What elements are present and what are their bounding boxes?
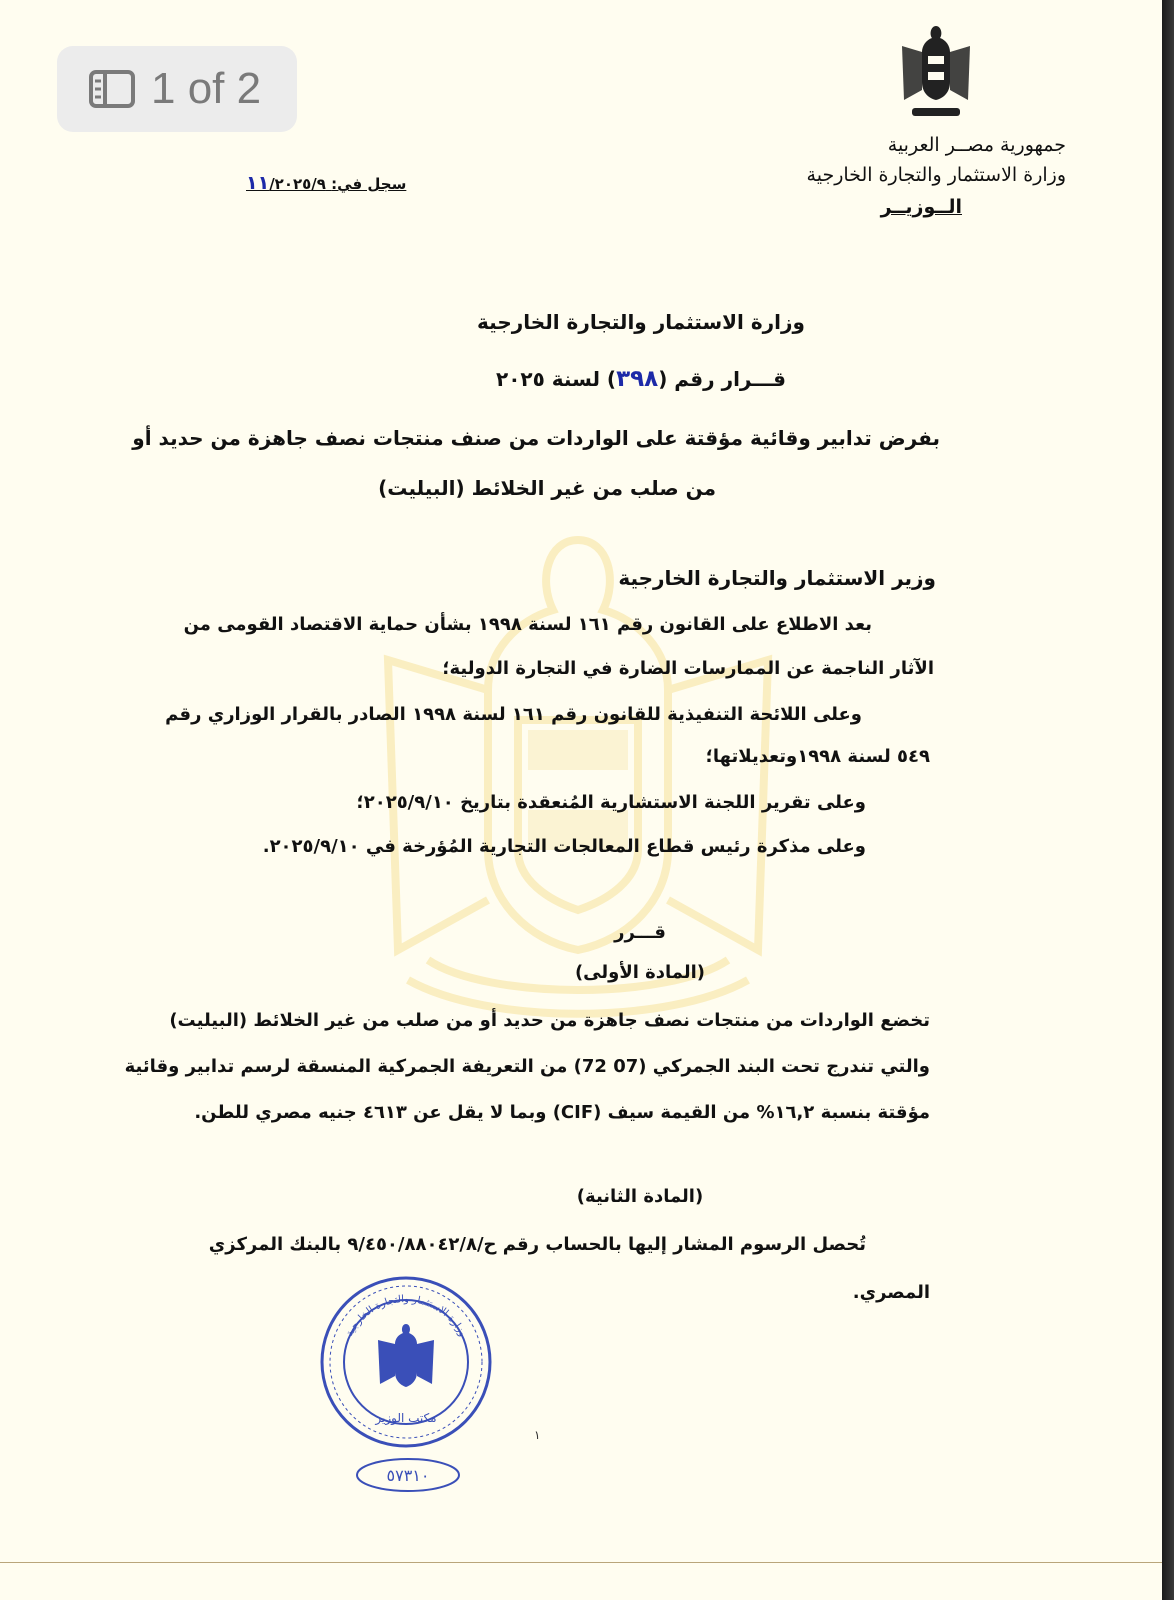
- minister-office: الــوزيــر: [880, 196, 962, 218]
- stamp-bottom-text: مكتب الوزير: [375, 1411, 437, 1425]
- decided-heading: قـــرر: [614, 922, 666, 943]
- registration-label: سجل في:: [331, 175, 407, 193]
- window-edge: [1162, 0, 1174, 1600]
- subject-line-1: بفرض تدابير وقائية مؤقتة على الواردات من صنف منتجات نصف جاهزة من حديد أو: [132, 426, 940, 450]
- ministry-stamp: [316, 1272, 496, 1452]
- minister-heading: وزير الاستثمار والتجارة الخارجية: [618, 566, 936, 590]
- article-2-line: المصري.: [852, 1282, 930, 1303]
- preamble-line: وعلى تقرير اللجنة الاستشارية المُنعقدة بتاريخ ٢٠٢٥/٩/١٠؛: [356, 792, 866, 813]
- article-1-heading: (المادة الأولى): [574, 962, 706, 983]
- ministry-name: وزارة الاستثمار والتجارة الخارجية: [806, 164, 1066, 186]
- preamble-line: بعد الاطلاع على القانون رقم ١٦١ لسنة ١٩٩٨ بشأن حماية الاقتصاد القومى من: [183, 614, 872, 635]
- article-1-line: والتي تندرج تحت البند الجمركي (07 72) من التعريفة الجمركية المنسقة لرسم تدابير وقائية: [124, 1056, 930, 1077]
- registration-date: [246, 172, 406, 194]
- article-1-line: مؤقتة بنسبة ١٦,٢% من القيمة سيف (CIF) وبما لا يقل عن ٤٦١٣ جنيه مصري للطن.: [194, 1102, 930, 1123]
- subject-line-2: من صلب من غير الخلائط (البيليت): [378, 476, 716, 500]
- article-2-heading: (المادة الثانية): [576, 1186, 704, 1207]
- stamp-serial: [354, 1456, 462, 1494]
- country-name: جمهورية مصــر العربية: [887, 134, 1066, 156]
- eagle-crest-icon: [898, 22, 974, 128]
- eagle-watermark-icon: [368, 520, 788, 1020]
- article-2-line: تُحصل الرسوم المشار إليها بالحساب رقم ح/٩/٤٥٠/٨٨٠٤٢/٨ بالبنك المركزي: [208, 1234, 866, 1255]
- article-1-line: تخضع الواردات من منتجات نصف جاهزة من حديد أو من صلب من غير الخلائط (البيليت): [169, 1010, 930, 1031]
- page-indicator[interactable]: [57, 46, 297, 132]
- footer-divider: [0, 1562, 1162, 1563]
- registration-day: ١١: [246, 172, 270, 194]
- preamble-line: ٥٤٩ لسنة ١٩٩٨وتعديلاتها؛: [705, 746, 930, 767]
- preamble-line: وعلى اللائحة التنفيذية للقانون رقم ١٦١ لسنة ١٩٩٨ الصادر بالقرار الوزاري رقم: [165, 704, 862, 725]
- decree-suffix: ) لسنة ٢٠٢٥: [496, 367, 617, 391]
- decree-prefix: قـــرار رقم (: [658, 367, 786, 391]
- preamble-line: وعلى مذكرة رئيس قطاع المعالجات التجارية المُؤرخة في ٢٠٢٥/٩/١٠.: [262, 836, 866, 857]
- page-number: ١: [534, 1428, 541, 1442]
- document-ministry-title: وزارة الاستثمار والتجارة الخارجية: [477, 310, 805, 334]
- stamp-ring-text: وزارة الاستثمار والتجارة الخارجية: [344, 1293, 468, 1339]
- registration-date-rest: /٢٠٢٥/٩: [269, 175, 326, 193]
- decree-number: ٣٩٨: [616, 366, 659, 392]
- sidebar-panel-icon[interactable]: [89, 70, 135, 108]
- preamble-line: الآثار الناجمة عن الممارسات الضارة في التجارة الدولية؛: [442, 658, 934, 679]
- decree-number-line: [120, 366, 1162, 392]
- stamp-serial-number: ٥٧٣١٠: [386, 1466, 430, 1485]
- stamp-eagle-icon: [378, 1324, 434, 1387]
- page-indicator-text: 1 of 2: [151, 64, 262, 113]
